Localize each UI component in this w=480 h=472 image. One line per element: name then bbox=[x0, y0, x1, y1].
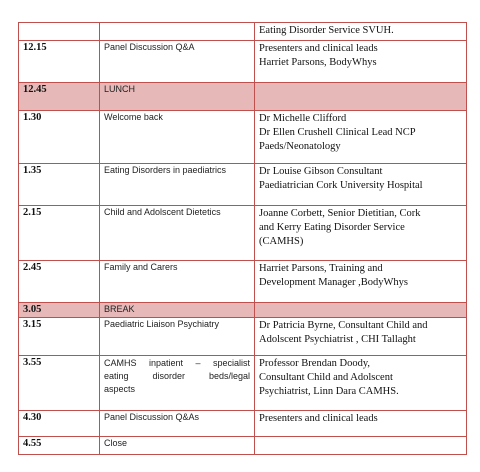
session-cell: Close bbox=[100, 437, 255, 455]
speaker-line: Presenters and clinical leads bbox=[259, 413, 378, 424]
speaker-line: Presenters and clinical leads bbox=[259, 43, 378, 54]
time-cell: 12.45 bbox=[19, 83, 100, 111]
speaker-line: Joanne Corbett, Senior Dietitian, Cork bbox=[259, 208, 421, 219]
session-cell: BREAK bbox=[100, 303, 255, 318]
time-cell: 1.30 bbox=[19, 111, 100, 164]
speaker-line: Consultant Child and Adolscent bbox=[259, 372, 393, 383]
speaker-line: Harriet Parsons, BodyWhys bbox=[259, 57, 377, 68]
time-cell: 3.05 bbox=[19, 303, 100, 318]
session-cell: Family and Carers bbox=[100, 261, 255, 303]
agenda-row bbox=[19, 41, 467, 83]
session-cell: Eating Disorders in paediatrics bbox=[100, 164, 255, 206]
session-line: CAMHS inpatient – specialist bbox=[104, 358, 250, 368]
speaker-line: Dr Patricia Byrne, Consultant Child and bbox=[259, 320, 428, 331]
session-cell: Panel Discussion Q&A bbox=[100, 41, 255, 83]
session-cell: Welcome back bbox=[100, 111, 255, 164]
speaker-line: Dr Michelle Clifford bbox=[259, 113, 347, 124]
speaker-line: Adolscent Psychiatrist , CHI Tallaght bbox=[259, 334, 416, 345]
lunch-row bbox=[19, 83, 467, 111]
time-cell: 3.15 bbox=[19, 318, 100, 356]
session-cell bbox=[100, 23, 255, 41]
speaker-line: Professor Brendan Doody, bbox=[259, 358, 371, 369]
session-cell: Child and Adolscent Dietetics bbox=[100, 206, 255, 261]
speaker-cell bbox=[255, 411, 467, 437]
speaker-line: (CAMHS) bbox=[259, 236, 304, 247]
agenda-row bbox=[19, 318, 467, 356]
speaker-line: Paeds/Neonatology bbox=[259, 141, 341, 152]
speaker-line: Eating Disorder Service SVUH. bbox=[259, 25, 394, 36]
speaker-cell bbox=[255, 261, 467, 303]
agenda-row bbox=[19, 437, 467, 455]
session-cell: LUNCH bbox=[100, 83, 255, 111]
session-cell: Panel Discussion Q&As bbox=[100, 411, 255, 437]
speaker-cell bbox=[255, 206, 467, 261]
speaker-cell bbox=[255, 23, 467, 41]
time-cell: 4.30 bbox=[19, 411, 100, 437]
agenda-row bbox=[19, 261, 467, 303]
time-cell: 12.15 bbox=[19, 41, 100, 83]
speaker-cell bbox=[255, 164, 467, 206]
speaker-cell bbox=[255, 111, 467, 164]
speaker-line: Development Manager ,BodyWhys bbox=[259, 277, 409, 288]
speaker-cell bbox=[255, 318, 467, 356]
speaker-line: Psychiatrist, Linn Dara CAMHS. bbox=[259, 386, 399, 397]
session-cell: Paediatric Liaison Psychiatry bbox=[100, 318, 255, 356]
time-cell: 2.45 bbox=[19, 261, 100, 303]
agenda-row bbox=[19, 23, 467, 41]
time-cell: 3.55 bbox=[19, 356, 100, 411]
time-cell bbox=[19, 23, 100, 41]
agenda-table bbox=[18, 22, 467, 455]
time-cell: 1.35 bbox=[19, 164, 100, 206]
speaker-line: Paediatrician Cork University Hospital bbox=[259, 180, 423, 191]
agenda-row bbox=[19, 111, 467, 164]
session-line: eating disorder beds/legal bbox=[104, 371, 250, 381]
time-cell: 2.15 bbox=[19, 206, 100, 261]
session-line: aspects bbox=[104, 384, 136, 394]
speaker-cell bbox=[255, 356, 467, 411]
agenda-row bbox=[19, 356, 467, 411]
agenda-row bbox=[19, 206, 467, 261]
time-cell: 4.55 bbox=[19, 437, 100, 455]
speaker-cell bbox=[255, 83, 467, 111]
agenda-row bbox=[19, 164, 467, 206]
session-cell bbox=[100, 356, 255, 411]
speaker-line: Harriet Parsons, Training and bbox=[259, 263, 383, 274]
speaker-cell bbox=[255, 437, 467, 455]
speaker-cell bbox=[255, 41, 467, 83]
speaker-cell bbox=[255, 303, 467, 318]
speaker-line: Dr Louise Gibson Consultant bbox=[259, 166, 383, 177]
agenda-row bbox=[19, 411, 467, 437]
speaker-line: and Kerry Eating Disorder Service bbox=[259, 222, 405, 233]
speaker-line: Dr Ellen Crushell Clinical Lead NCP bbox=[259, 127, 416, 138]
break-row bbox=[19, 303, 467, 318]
